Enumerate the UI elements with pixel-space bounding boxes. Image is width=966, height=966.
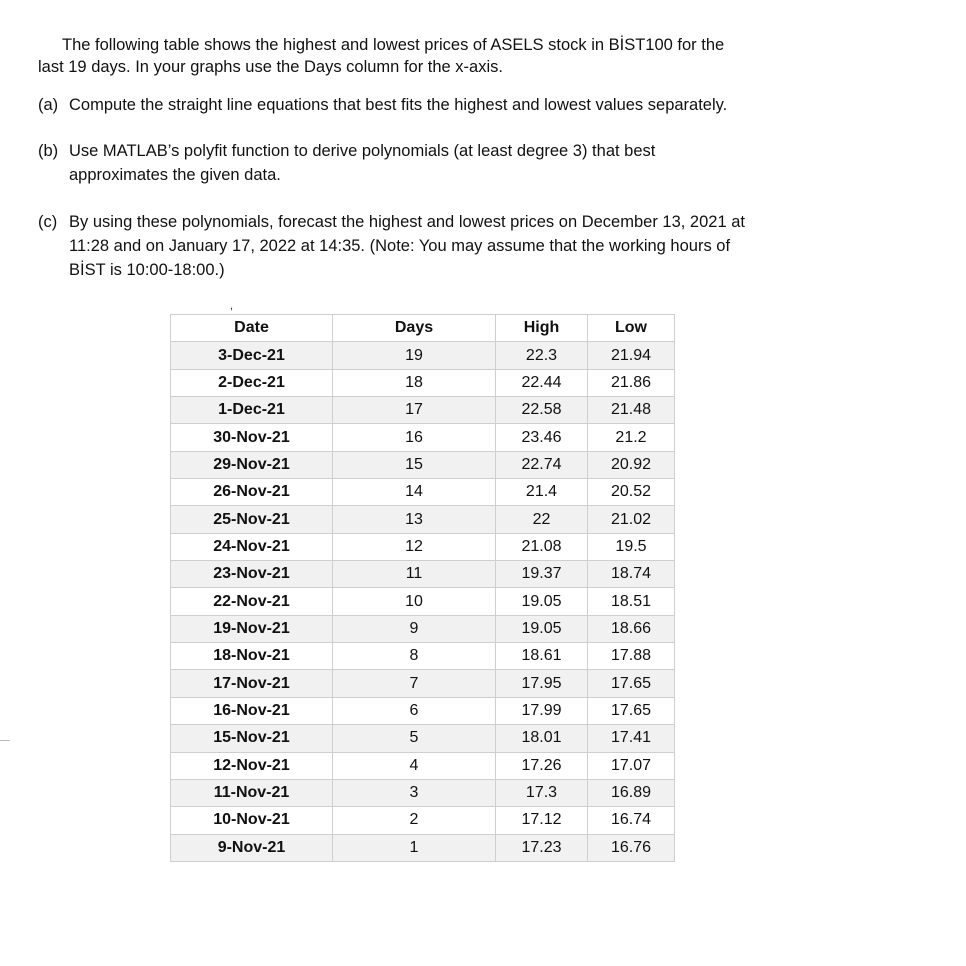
- question-b-label: (b): [38, 142, 59, 160]
- cell-low: 21.2: [588, 424, 675, 451]
- cell-high: 17.95: [496, 670, 588, 697]
- cell-days: 3: [333, 779, 496, 806]
- table-row: [171, 561, 675, 588]
- header-date: Date: [171, 315, 333, 342]
- question-c-line-1: By using these polynomials, forecast the highest and lowest prices on December 13, 2021 at: [69, 213, 745, 231]
- question-a-line-1: Compute the straight line equations that best fits the highest and lowest values separately.: [69, 96, 728, 114]
- cell-days: 11: [333, 561, 496, 588]
- cell-high: 18.01: [496, 725, 588, 752]
- table-row: [171, 697, 675, 724]
- table-row: [171, 588, 675, 615]
- question-c-label: (c): [38, 213, 58, 231]
- cell-date: 2-Dec-21: [171, 369, 333, 396]
- cell-high: 22.3: [496, 342, 588, 369]
- question-c-text: [69, 210, 839, 282]
- table-row: [171, 342, 675, 369]
- cell-days: 18: [333, 369, 496, 396]
- cell-high: 23.46: [496, 424, 588, 451]
- cell-days: 13: [333, 506, 496, 533]
- cell-date: 1-Dec-21: [171, 397, 333, 424]
- cell-low: 17.65: [588, 697, 675, 724]
- cell-date: 26-Nov-21: [171, 479, 333, 506]
- table-row: [171, 670, 675, 697]
- cell-days: 16: [333, 424, 496, 451]
- cell-high: 19.05: [496, 588, 588, 615]
- cell-high: 19.37: [496, 561, 588, 588]
- cell-high: 22.58: [496, 397, 588, 424]
- cell-high: 22: [496, 506, 588, 533]
- cell-days: 4: [333, 752, 496, 779]
- cell-days: 19: [333, 342, 496, 369]
- cell-high: 18.61: [496, 643, 588, 670]
- cell-low: 19.5: [588, 533, 675, 560]
- cell-low: 16.76: [588, 834, 675, 861]
- stray-mark: ,: [230, 300, 234, 312]
- cell-high: 19.05: [496, 615, 588, 642]
- table-row: [171, 451, 675, 478]
- cell-high: 17.3: [496, 779, 588, 806]
- cell-date: 25-Nov-21: [171, 506, 333, 533]
- header-low: Low: [588, 315, 675, 342]
- table-row: [171, 807, 675, 834]
- cell-date: 29-Nov-21: [171, 451, 333, 478]
- price-table: [170, 314, 675, 862]
- cell-low: 21.86: [588, 369, 675, 396]
- cell-date: 23-Nov-21: [171, 561, 333, 588]
- header-days: Days: [333, 315, 496, 342]
- table-row: [171, 725, 675, 752]
- cell-low: 20.92: [588, 451, 675, 478]
- cell-low: 16.89: [588, 779, 675, 806]
- table-row: [171, 533, 675, 560]
- cell-days: 14: [333, 479, 496, 506]
- question-c-line-2: 11:28 and on January 17, 2022 at 14:35. (Note: You may assume that the working hours of: [69, 237, 731, 255]
- cell-days: 5: [333, 725, 496, 752]
- cell-date: 12-Nov-21: [171, 752, 333, 779]
- intro-line-2: last 19 days. In your graphs use the Days column for the x-axis.: [38, 58, 503, 76]
- cell-days: 15: [333, 451, 496, 478]
- cell-days: 9: [333, 615, 496, 642]
- cell-low: 17.41: [588, 725, 675, 752]
- cell-date: 15-Nov-21: [171, 725, 333, 752]
- cell-high: 17.99: [496, 697, 588, 724]
- cell-high: 21.08: [496, 533, 588, 560]
- cell-days: 17: [333, 397, 496, 424]
- cell-days: 7: [333, 670, 496, 697]
- cell-high: 22.74: [496, 451, 588, 478]
- cell-low: 18.51: [588, 588, 675, 615]
- cell-low: 17.88: [588, 643, 675, 670]
- cell-low: 18.66: [588, 615, 675, 642]
- table-row: [171, 506, 675, 533]
- cell-days: 1: [333, 834, 496, 861]
- cell-low: 20.52: [588, 479, 675, 506]
- cell-high: 17.23: [496, 834, 588, 861]
- cell-low: 17.65: [588, 670, 675, 697]
- cell-days: 6: [333, 697, 496, 724]
- cell-high: 17.12: [496, 807, 588, 834]
- cell-date: 9-Nov-21: [171, 834, 333, 861]
- table-row: [171, 752, 675, 779]
- margin-dash: [0, 740, 10, 741]
- table-header-row: [171, 315, 675, 342]
- intro-paragraph: [38, 34, 838, 78]
- question-b-line-1: Use MATLAB’s polyfit function to derive polynomials (at least degree 3) that best: [69, 142, 656, 160]
- cell-date: 22-Nov-21: [171, 588, 333, 615]
- cell-low: 17.07: [588, 752, 675, 779]
- cell-low: 16.74: [588, 807, 675, 834]
- question-a-label: (a): [38, 96, 59, 114]
- cell-low: 21.02: [588, 506, 675, 533]
- table-row: [171, 479, 675, 506]
- question-b-line-2: approximates the given data.: [69, 166, 281, 184]
- cell-date: 30-Nov-21: [171, 424, 333, 451]
- cell-days: 2: [333, 807, 496, 834]
- table-row: [171, 615, 675, 642]
- cell-days: 8: [333, 643, 496, 670]
- question-b-text: [69, 139, 839, 187]
- cell-high: 22.44: [496, 369, 588, 396]
- intro-line-1: The following table shows the highest and lowest prices of ASELS stock in BİST100 for the: [62, 36, 725, 54]
- table-row: [171, 643, 675, 670]
- cell-date: 3-Dec-21: [171, 342, 333, 369]
- cell-date: 16-Nov-21: [171, 697, 333, 724]
- question-a-text: [69, 93, 869, 117]
- table-body: [171, 342, 675, 862]
- table-row: [171, 369, 675, 396]
- cell-date: 24-Nov-21: [171, 533, 333, 560]
- cell-low: 21.48: [588, 397, 675, 424]
- cell-high: 21.4: [496, 479, 588, 506]
- cell-days: 12: [333, 533, 496, 560]
- table-row: [171, 779, 675, 806]
- table-row: [171, 397, 675, 424]
- cell-low: 18.74: [588, 561, 675, 588]
- cell-date: 11-Nov-21: [171, 779, 333, 806]
- table-row: [171, 834, 675, 861]
- header-high: High: [496, 315, 588, 342]
- table-row: [171, 424, 675, 451]
- cell-date: 18-Nov-21: [171, 643, 333, 670]
- cell-high: 17.26: [496, 752, 588, 779]
- cell-date: 19-Nov-21: [171, 615, 333, 642]
- cell-days: 10: [333, 588, 496, 615]
- cell-low: 21.94: [588, 342, 675, 369]
- cell-date: 17-Nov-21: [171, 670, 333, 697]
- cell-date: 10-Nov-21: [171, 807, 333, 834]
- question-c-line-3: BİST is 10:00-18:00.): [69, 261, 225, 279]
